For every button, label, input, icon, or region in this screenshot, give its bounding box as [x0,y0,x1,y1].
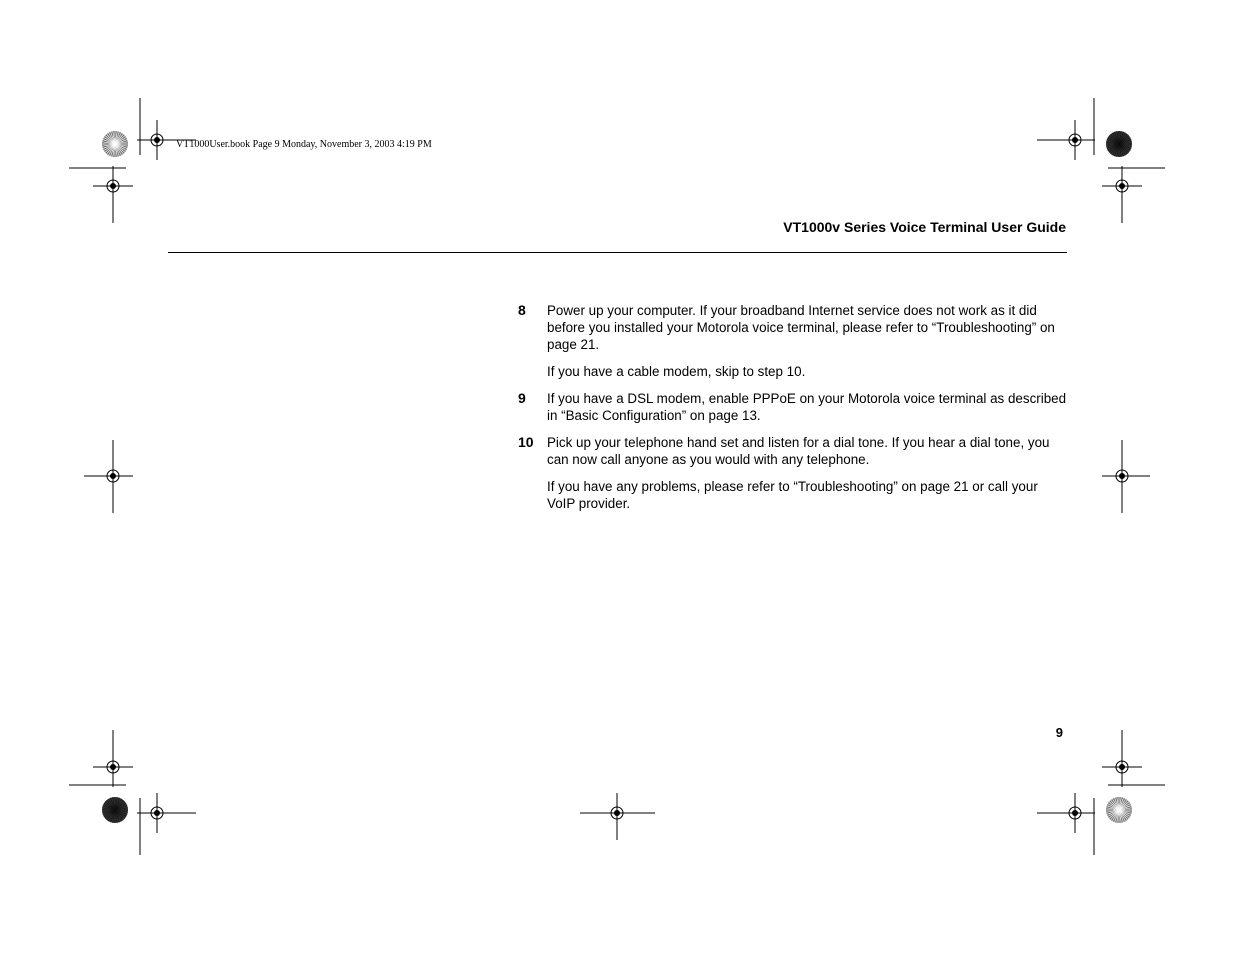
instruction-steps [518,302,1067,522]
header-rule [168,252,1067,253]
step-text: Power up your computer. If your broadband Internet service does not work as it did before you installed your Motorola voice terminal, please refer to “Troubleshooting” on page 21. [547,303,1055,352]
step-note: If you have a cable modem, skip to step 10. [547,364,806,379]
print-slug-line: VT1000User.book Page 9 Monday, November 3, 2003 4:19 PM [176,139,432,150]
step-item [518,390,1067,424]
step-item [518,434,1067,468]
page-number: 9 [1055,725,1063,740]
step-text: If you have a DSL modem, enable PPPoE on your Motorola voice terminal as described in “Basic Configuration” on page 13. [547,391,1067,423]
step-number: 10 [518,434,534,450]
step-number: 9 [518,390,526,406]
page-header-title: VT1000v Series Voice Terminal User Guide [783,219,1066,235]
step-item [518,302,1067,353]
step-number: 8 [518,302,526,318]
step-text: Pick up your telephone hand set and listen for a dial tone. If you hear a dial tone, you can now call anyone as you would with any telephone. [547,435,1050,467]
step-note: If you have any problems, please refer to “Troubleshooting” on page 21 or call your VoIP provider. [547,479,1038,511]
